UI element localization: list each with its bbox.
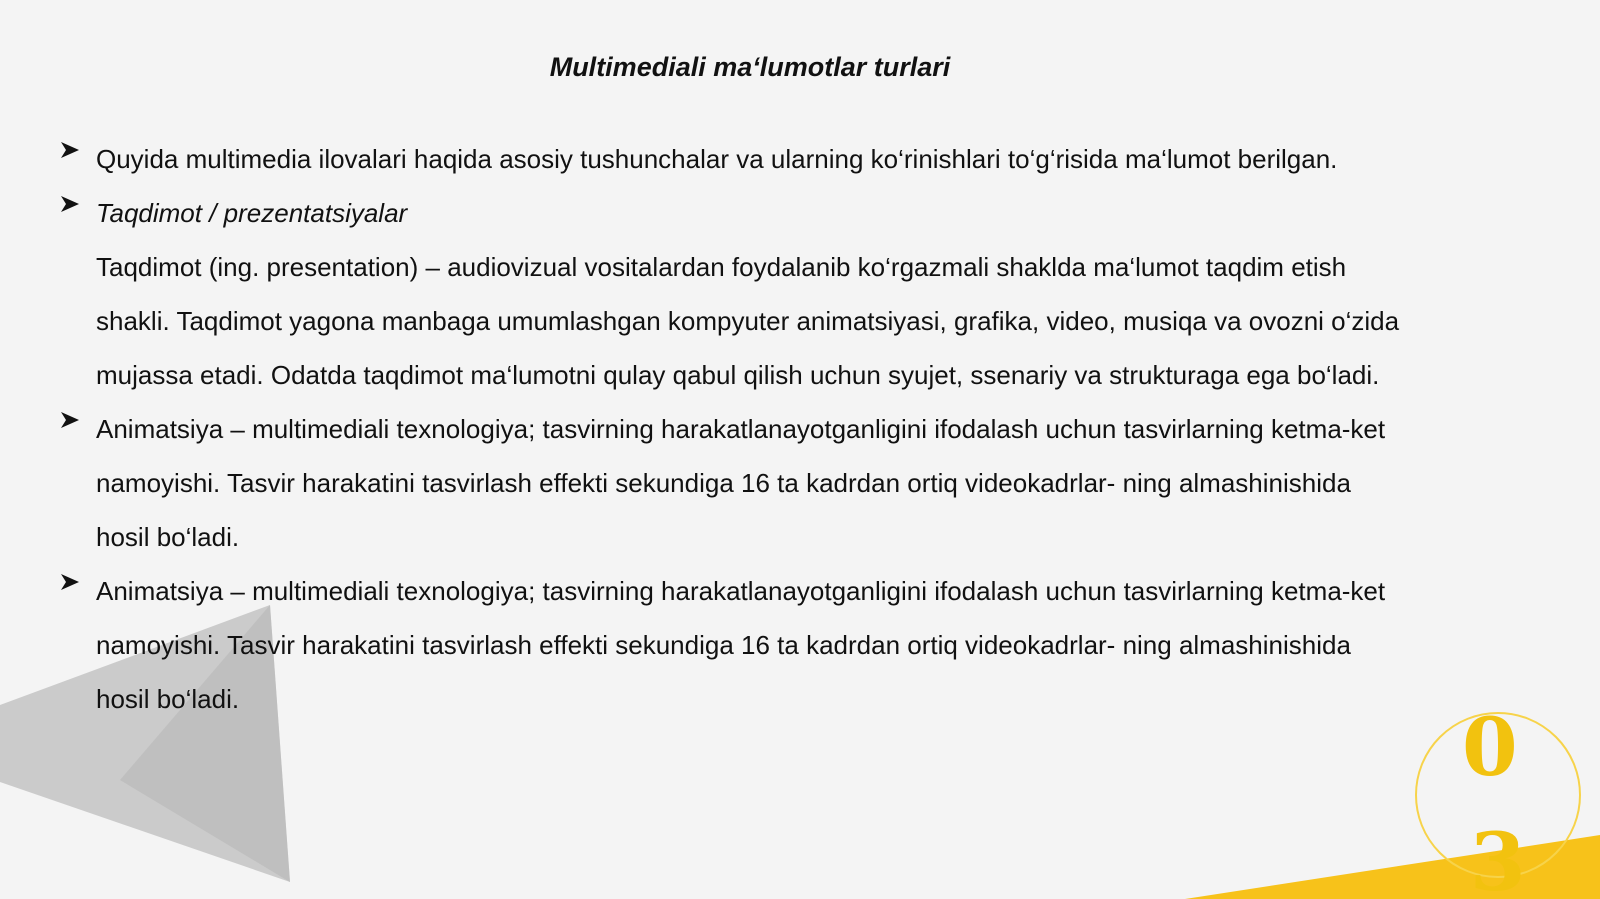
bullet-text: Quyida multimedia ilovalari haqida asosiy tushunchalar va ularning ko‘rinishlari to‘g‘risida ma‘lumot berilgan. <box>96 144 1338 174</box>
slide-title <box>0 52 1600 83</box>
arrow-bullet-icon <box>60 402 84 456</box>
paragraph: Taqdimot (ing. presentation) – audiovizual vositalardan foydalanib ko‘rgazmali shaklda ma‘lumot taqdim etish shakli. Taqdimot yagona manbaga umumlashgan kompyuter animatsiyasi, grafika, video, musiqa va ovozni o‘zida mujassa etadi. Odatda taqdimot ma‘lumotni qulay qabul qilish uchun syujet, ssenariy va strukturaga ega bo‘ladi. <box>96 252 1400 390</box>
bullet-text: Taqdimot / prezentatsiyalar <box>96 198 408 228</box>
bullet-item <box>60 132 1410 186</box>
bullet-item <box>60 186 1410 240</box>
bullet-item <box>60 402 1410 564</box>
bullet-text: Animatsiya – multimediali texnologiya; tasvirning harakatlanayotganligini ifodalash uchun tasvirlarning ketma-ket namoyishi. Tasvir harakatini tasvirlash effekti sekundiga 16 ta kadrdan ortiq videokadrlar- ning almashinishida hosil bo‘ladi. <box>96 414 1386 552</box>
arrow-bullet-icon <box>60 564 84 618</box>
slide-content <box>60 132 1410 726</box>
slide-number-digit-2: 3 <box>1470 815 1526 899</box>
bullet-item <box>60 564 1410 726</box>
slide-title-text: Multimediali ma‘lumotlar turlari <box>549 52 951 82</box>
arrow-bullet-icon <box>60 186 84 240</box>
bullet-text: Animatsiya – multimediali texnologiya; tasvirning harakatlanayotganligini ifodalash uchun tasvirlarning ketma-ket namoyishi. Tasvir harakatini tasvirlash effekti sekundiga 16 ta kadrdan ortiq videokadrlar- ning almashinishida hosil bo‘ladi. <box>96 576 1386 714</box>
slide-number-digit-1: 0 <box>1462 700 1518 794</box>
arrow-bullet-icon <box>60 132 84 186</box>
